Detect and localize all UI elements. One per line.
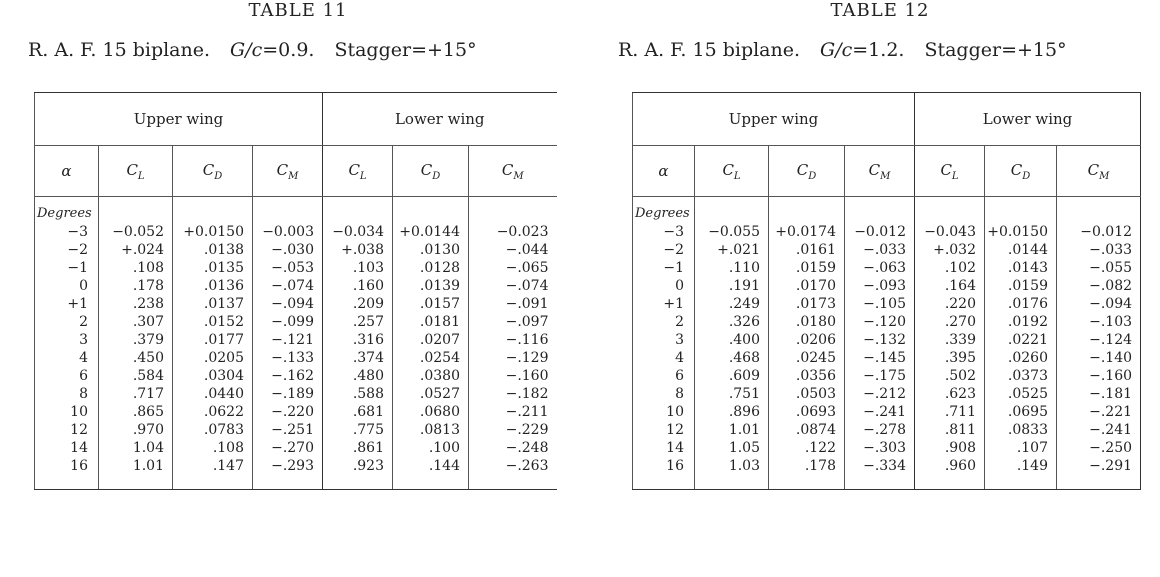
table-row: 16 1.03 .178 −.334 .960 .149 −.291 xyxy=(633,457,1141,475)
table-12-block xyxy=(618,0,1142,474)
column-header-upper-cd: $C_D$ xyxy=(769,146,845,197)
table-row: 2 .326 .0180 −.120 .270 .0192 −.103 xyxy=(633,313,1141,331)
unit-label: Degrees xyxy=(633,197,695,224)
table-row: 6 .584 .0304 −.162 .480 .0380 −.160 xyxy=(35,367,557,385)
table-row: 12 .970 .0783 −.251 .775 .0813 −.229 xyxy=(35,421,557,439)
table-row: 12 1.01 .0874 −.278 .811 .0833 −.241 xyxy=(633,421,1141,439)
table-row: +1 .249 .0173 −.105 .220 .0176 −.094 xyxy=(633,295,1141,313)
column-header-lower-cl: $C_L$ xyxy=(323,146,393,197)
column-header-row xyxy=(35,146,557,197)
caption-gap-label: G/c xyxy=(230,39,263,61)
unit-row xyxy=(35,197,557,224)
column-header-row xyxy=(633,146,1141,197)
caption-airfoil: R. A. F. 15 biplane. xyxy=(618,39,801,61)
caption-gap-label: G/c xyxy=(820,39,853,61)
table-row: −2 +.021 .0161 −.033 +.032 .0144 −.033 xyxy=(633,241,1141,259)
table-row: 10 .865 .0622 −.220 .681 .0680 −.211 xyxy=(35,403,557,421)
table-row: −1 .108 .0135 −.053 .103 .0128 −.065 xyxy=(35,259,557,277)
table-row: −3 −0.052 +0.0150 −0.003 −0.034 +0.0144 −0.023 xyxy=(35,223,557,241)
table-body xyxy=(35,197,557,490)
group-header-lower-wing: Lower wing xyxy=(915,93,1141,146)
table-bottom-rule xyxy=(35,475,557,490)
table-row: +1 .238 .0137 −.094 .209 .0157 −.091 xyxy=(35,295,557,313)
column-header-lower-cm: $C_M$ xyxy=(469,146,557,197)
table-row: 3 .400 .0206 −.132 .339 .0221 −.124 xyxy=(633,331,1141,349)
unit-row xyxy=(633,197,1141,224)
table-row: 14 1.05 .122 −.303 .908 .107 −.250 xyxy=(633,439,1141,457)
caption-gap-value: =1.2. xyxy=(852,39,905,61)
column-header-upper-cl: $C_L$ xyxy=(695,146,769,197)
table-11-block xyxy=(28,0,568,474)
table-row: −3 −0.055 +0.0174 −0.012 −0.043 +0.0150 −0.012 xyxy=(633,223,1141,241)
column-header-upper-cl: $C_L$ xyxy=(99,146,173,197)
table-row: 8 .717 .0440 −.189 .588 .0527 −.182 xyxy=(35,385,557,403)
table-body xyxy=(633,197,1141,490)
caption-stagger: Stagger=+15° xyxy=(924,39,1067,61)
table-row: 16 1.01 .147 −.293 .923 .144 −.263 xyxy=(35,457,557,475)
table-number: TABLE 11 xyxy=(248,0,348,21)
column-header-lower-cd: $C_D$ xyxy=(985,146,1057,197)
group-header-row xyxy=(35,93,557,146)
column-header-lower-cm: $C_M$ xyxy=(1057,146,1141,197)
group-header-upper-wing: Upper wing xyxy=(35,93,323,146)
caption-airfoil: R. A. F. 15 biplane. xyxy=(28,39,211,61)
table-row: 14 1.04 .108 −.270 .861 .100 −.248 xyxy=(35,439,557,457)
table-row: 10 .896 .0693 −.241 .711 .0695 −.221 xyxy=(633,403,1141,421)
data-table xyxy=(632,92,1141,490)
table-row: −1 .110 .0159 −.063 .102 .0143 −.055 xyxy=(633,259,1141,277)
column-header-lower-cl: $C_L$ xyxy=(915,146,985,197)
caption-stagger: Stagger=+15° xyxy=(334,39,477,61)
column-header-upper-cm: $C_M$ xyxy=(253,146,323,197)
column-header-upper-cm: $C_M$ xyxy=(845,146,915,197)
data-table xyxy=(34,92,557,490)
column-header-upper-cd: $C_D$ xyxy=(173,146,253,197)
table-caption xyxy=(618,36,1142,64)
group-header-upper-wing: Upper wing xyxy=(633,93,915,146)
table-caption xyxy=(28,36,568,64)
table-row: 4 .450 .0205 −.133 .374 .0254 −.129 xyxy=(35,349,557,367)
table-row: 6 .609 .0356 −.175 .502 .0373 −.160 xyxy=(633,367,1141,385)
column-header-alpha: α xyxy=(633,146,695,197)
table-number: TABLE 12 xyxy=(830,0,930,21)
unit-label: Degrees xyxy=(35,197,99,224)
caption-gap-value: =0.9. xyxy=(262,39,315,61)
group-header-lower-wing: Lower wing xyxy=(323,93,557,146)
column-header-alpha: α xyxy=(35,146,99,197)
table-row: 0 .191 .0170 −.093 .164 .0159 −.082 xyxy=(633,277,1141,295)
table-row: 8 .751 .0503 −.212 .623 .0525 −.181 xyxy=(633,385,1141,403)
table-row: −2 +.024 .0138 −.030 +.038 .0130 −.044 xyxy=(35,241,557,259)
group-header-row xyxy=(633,93,1141,146)
column-header-lower-cd: $C_D$ xyxy=(393,146,469,197)
table-row: 3 .379 .0177 −.121 .316 .0207 −.116 xyxy=(35,331,557,349)
table-row: 0 .178 .0136 −.074 .160 .0139 −.074 xyxy=(35,277,557,295)
table-row: 4 .468 .0245 −.145 .395 .0260 −.140 xyxy=(633,349,1141,367)
table-row: 2 .307 .0152 −.099 .257 .0181 −.097 xyxy=(35,313,557,331)
table-bottom-rule xyxy=(633,475,1141,490)
